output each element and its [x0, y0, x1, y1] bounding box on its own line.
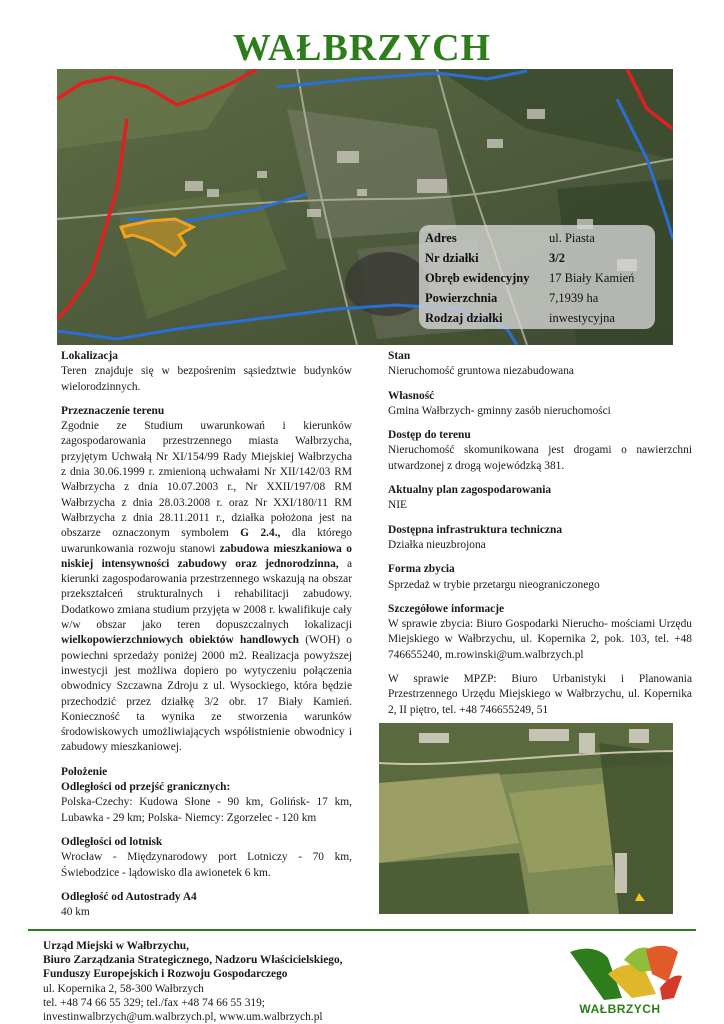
- info-row-district: [425, 268, 649, 288]
- footer-contact: [43, 939, 403, 1024]
- land-use-text: Zgodnie ze Studium uwarunkowań i kierunków zagospodarowania przestrzennego miasta Wałbrzycha, przyjętym Uchwałą Nr XI/154/99 Rady Miejskiej Wałbrzycha z dnia 30.06.1999 r. zmienioną uchwałami Nr XII/142/03 RM Wałbrzycha z dnia 10.07.2003 r., Nr XXII/197/08 RM Wałbrzycha z dnia 28.03.2008 r. oraz Nr XXI/180/11 RM Wałbrzycha z dnia 28.11.2011 r., działka położona jest na obszarze oznaczonym symbolem G 2.4., dla którego uwarunkowania rozwoju stanowi zabudowa mieszkaniowa o niskiej intensywności zabudowy oraz jednorodzinna, a kierunki zagospodarowania przestrzennego wskazują na obszar przekształceń strukturalnych i rehabilitacji zabudowy. Dodatkowo zmiana studium przyjęta w 2008 r. kwalifikuje cały w/w obszar jako teren dopuszczalnych lokalizacji wielkopowierzchniowych obiektów handlowych (WOH) o powiechni sprzedaży poniżej 2000 m2. Realizacja powyższej inwestycji jest możliwa dopiero po wytyczeniu połączenia obwodnicy Szczawna Zdroju z ul. Wysockiego, która będzie przechodzić przez działkę 3/2 obr. 17 Biały Kamień. Konieczność ta wynika ze stworzenia warunków środowiskowych umożliwiających współistnienie obwodnicy i zabudowy mieszkaniowej.: [61, 420, 353, 754]
- airports-text: Wrocław - Międzynarodowy port Lotniczy - 70 km, Świebodzice - lądowisko dla awionetek 6 km.: [61, 851, 352, 879]
- info-value: 3/2: [549, 250, 565, 265]
- right-column: [388, 349, 692, 718]
- page-title: WAŁBRZYCH: [232, 27, 492, 69]
- section-heading-sale-form: Forma zbycia: [388, 563, 455, 576]
- section-heading-zoning-plan: Aktualny plan zagospodarowania: [388, 484, 552, 497]
- details-zoning-text: W sprawie MPZP: Biuro Urbanistyki i Planowania Przestrzennego Urzędu Miejskiego w Wałbrzychu, ul. Kopernika 2, II piętro, tel. +48 746655249, 51: [388, 673, 692, 716]
- info-row-type: [425, 308, 649, 328]
- info-value: 7,1939 ha: [549, 290, 599, 305]
- footer-email-web[interactable]: investinwalbrzych@um.walbrzych.pl, www.um.walbrzych.pl: [43, 1011, 323, 1024]
- aerial-photo: [379, 723, 673, 914]
- footer-phone: tel. +48 74 66 55 329; tel./fax +48 74 66 55 319;: [43, 996, 265, 1009]
- subheading-motorway: Odległość od Autostrady A4: [61, 890, 197, 903]
- section-heading-status: Stan: [388, 350, 411, 362]
- subheading-border-crossings: Odległości od przejść granicznych:: [61, 781, 231, 794]
- info-row-area: [425, 288, 649, 308]
- infrastructure-text: Działka nieuzbrojona: [388, 538, 486, 551]
- footer-divider: [28, 929, 696, 931]
- info-value: ul. Piasta: [549, 230, 595, 245]
- zoning-plan-text: NIE: [388, 499, 407, 512]
- info-row-address: [425, 228, 649, 248]
- logo-wordmark: WAŁBRZYCH: [579, 1002, 661, 1016]
- section-heading-location: Lokalizacja: [61, 350, 118, 362]
- info-label: Obręb ewidencyjny: [425, 270, 530, 285]
- location-text: Teren znajduje się w bezpośrenim sąsiedztwie budynków wielorodzinnych.: [61, 365, 352, 393]
- info-label: Powierzchnia: [425, 290, 498, 305]
- status-text: Nieruchomość gruntowa niezabudowana: [388, 365, 574, 378]
- details-sale-text: W sprawie zbycia: Biuro Gospodarki Nierucho- mościami Urzędu Miejskiego w Wałbrzychu, ul. Kopernika 2, pok. 103, tel. +48 746655240, m.rowinski@um.walbrzych.pl: [388, 618, 692, 661]
- section-heading-land-use: Przeznaczenie terenu: [61, 404, 165, 417]
- border-crossings-text: Polska-Czechy: Kudowa Słone - 90 km, Golińsk- 17 km, Lubawka - 29 km; Polska- Niemcy: Zgorzelec - 120 km: [61, 796, 352, 824]
- subheading-airports: Odległości od lotnisk: [61, 835, 163, 848]
- section-heading-access: Dostęp do terenu: [388, 429, 471, 442]
- info-value: 17 Biały Kamień: [549, 270, 635, 285]
- footer-address: ul. Kopernika 2, 58-300 Wałbrzych: [43, 982, 204, 995]
- section-heading-details: Szczegółowe informacje: [388, 602, 505, 615]
- info-label: Rodzaj działki: [425, 310, 503, 325]
- info-label: Adres: [425, 230, 457, 245]
- sale-form-text: Sprzedaż w trybie przetargu nieograniczonego: [388, 578, 600, 591]
- info-row-plot-number: [425, 248, 649, 268]
- motorway-text: 40 km: [61, 906, 90, 919]
- footer-org: Urząd Miejski w Wałbrzychu,: [43, 940, 189, 952]
- section-heading-position: Położenie: [61, 765, 108, 778]
- access-text: Nieruchomość skomunikowana jest drogami o nawierzchni utwardzonej z drogą wojewódzką 381.: [388, 444, 692, 472]
- footer-office: Biuro Zarządzania Strategicznego, Nadzoru Właścicielskiego,: [43, 954, 343, 967]
- info-value: inwestycyjna: [549, 310, 615, 325]
- left-column: [61, 349, 352, 920]
- footer-office-2: Funduszy Europejskich i Rozwoju Gospodarczego: [43, 968, 288, 981]
- info-label: Nr działki: [425, 250, 479, 265]
- section-heading-infrastructure: Dostępna infrastruktura techniczna: [388, 523, 563, 536]
- plot-info-box: [419, 225, 655, 329]
- ownership-text: Gmina Wałbrzych- gminny zasób nieruchomości: [388, 404, 611, 417]
- section-heading-ownership: Własność: [388, 389, 435, 402]
